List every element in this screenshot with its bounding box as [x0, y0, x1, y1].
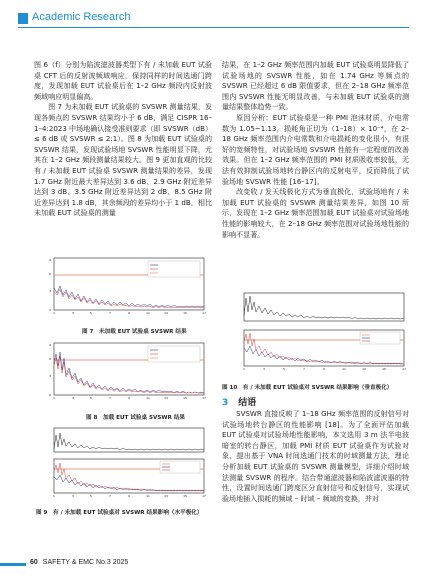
svg-text:1: 1: [53, 396, 55, 400]
running-header: [18, 10, 409, 28]
svg-text:9: 9: [128, 311, 130, 315]
svg-text:13: 13: [164, 311, 168, 315]
right-paragraph-3: 改变收 / 发天线极化方式为垂直极化，试验场地有 / 未加载 EUT 试验桌的 SVSWR 测量结果差异，如图 10 所示，发现在 1–2 GHz 频率范围加载 EUT 试验桌对试验场地性能的影响较大，在 2–18 GHz 频率范围对试验场地性能的影响不显著。: [222, 187, 409, 239]
page-footer: [0, 556, 427, 576]
journal-name: SAFETY & EMC No.3 2025: [42, 559, 129, 566]
svg-text:15: 15: [183, 311, 187, 315]
svg-text:5: 5: [283, 367, 285, 371]
svg-text:1: 1: [243, 367, 245, 371]
figure-7-caption: 图 7 未加载 EUT 试验桌 SVSWR 结果: [82, 329, 187, 335]
svg-text:0: 0: [49, 308, 51, 312]
footer-accent-bar: [0, 563, 26, 566]
svg-text:9: 9: [128, 494, 130, 498]
svg-text:9: 9: [49, 343, 51, 347]
right-paragraph-2: 原因分析：EUT 试验桌是一种 PMI 泡沫材质，介电常数为 1.05~1.13，损耗角正切为（1–18）× 10⁻⁴，在 2–18 GHz 频率范围内介电常数和介电损耗的变化很小，有很好的宽频特性，对试验场地 SVSWR 性能有一定程度的改善效果。但在 1–2 GHz 频率范围的 PMI 材质吸收率较低，无法有效抑制试验场地转台静区内的反射电平，反而降低了试验场地 SVSWR 性能 [16–17]。: [222, 112, 409, 186]
svg-text:15: 15: [183, 396, 187, 400]
left-paragraph-2: 图 7 为未加载 EUT 试验桌的 SVSWR 测量结果，发现各频点的 SVSWR 结果均小于 6 dB，满足 CISPR 16–1–4:2023 中场地确认接受准则要求（即 SVSWR（dB）≤ 6 dB 或 SVSWR ≤ 2:1）。图 8 为加载 EUT 试验桌的 SVSWR 结果，发现试验场地 SVSWR 性能明显下降，尤其在 1–2 GHz 频段测量结果较大。图 9 更加直观的比较有 / 未加载 EUT 试验桌 SVSWR 测量结果的差异，发现 1.7 GHz 附近最大差异达到 3.6 dB、2.9 GHz 附近差异达到 3 dB、3.5 GHz 附近差异达到 2 dB、8.5 GHz 附近差异达到 1.8 dB，其余频段的差异均小于 1 dB，相比未加载 EUT 试验桌的测量: [34, 102, 212, 218]
svg-text:15: 15: [183, 494, 187, 498]
svg-text:7: 7: [109, 494, 111, 498]
section-number: 3: [222, 398, 229, 408]
svg-text:6: 6: [49, 357, 51, 361]
figure-9-caption: 图 9 有 / 未加载 EUT 试验桌对 SVSWR 结果影响（水平极化）: [36, 510, 203, 516]
svg-text:11: 11: [342, 367, 346, 371]
section-title-text: 结语: [238, 398, 257, 408]
svg-text:9: 9: [128, 396, 130, 400]
svg-text:7: 7: [109, 311, 111, 315]
svg-text:11: 11: [146, 396, 150, 400]
left-paragraph-1: 图 6（f）分别为陷波滤波器类型下有 / 未加载 EUT 试验桌 CFT 后的反射波频域响应，保持同样的时间选通门跨度，发现加载 EUT 试验桌后在 1–2 GHz 频段内反射波频域响应明显偏高。: [34, 60, 212, 101]
svg-text:5: 5: [90, 311, 92, 315]
figure-8-caption: 图 8 加载 EUT 试验桌 SVSWR 结果: [86, 415, 186, 421]
conclusion-paragraph: SVSWR 直接反映了 1–18 GHz 频率范围的反射信号对试验场地转台静区的性能影响 [18]。为了全面评估加载 EUT 试验桌对试验场地性能影响，本文选用 3 m 法半电波暗室的转台静区，加载 PMI 材质 EUT 试验桌作为试验对象，提出基于 VNA 时间选通门技术的时域测量方法，理论分析加载 EUT 试验桌的 SVSWR 测量模型，详细介绍时域法测量 SVSWR 的程序。结合带通滤波器和陷波滤波器的特性，设置时间选通门跨度区分直射信号和反射信号，实现试验场地插入损耗的频域 – 时域 – 频域的变换，并对: [222, 409, 409, 503]
svg-text:9: 9: [323, 367, 325, 371]
svg-text:13: 13: [362, 367, 366, 371]
right-column: [222, 60, 409, 240]
svg-text:5: 5: [90, 396, 92, 400]
svg-text:5: 5: [90, 494, 92, 498]
svg-text:3: 3: [263, 367, 265, 371]
section-title: Academic Research: [32, 11, 131, 23]
header-accent-block: [18, 13, 28, 24]
svg-text:3: 3: [72, 311, 74, 315]
figure-7-plot: [40, 255, 208, 321]
svg-text:17: 17: [202, 396, 206, 400]
svg-text:13: 13: [164, 494, 168, 498]
svg-text:7: 7: [109, 396, 111, 400]
svg-text:3: 3: [72, 494, 74, 498]
svg-text:11: 11: [146, 494, 150, 498]
svg-text:15: 15: [382, 367, 386, 371]
figure-9-plot: [40, 425, 208, 505]
svg-text:6: 6: [49, 272, 51, 276]
page-number: 60: [30, 559, 38, 566]
right-paragraph-1: 结果，在 1–2 GHz 频率范围内加载 EUT 试验桌明显降低了试验场地的 SVSWR 性能，如在 1.74 GHz 等频点的 SVSWR 已经超过 6 dB 限值要求，但在 2–18 GHz 频率范围内 SVSWR 性能无明显改善，与未加载 EUT 试验桌的测量结果整体趋势一致。: [222, 60, 409, 112]
svg-text:7: 7: [303, 367, 305, 371]
svg-text:17: 17: [202, 494, 206, 498]
svg-text:0: 0: [49, 393, 51, 397]
section-heading: [222, 395, 256, 408]
svg-text:3: 3: [72, 396, 74, 400]
svg-text:1: 1: [53, 494, 55, 498]
footer-text: [30, 559, 128, 566]
svg-text:17: 17: [402, 367, 406, 371]
svg-text:11: 11: [146, 311, 150, 315]
svg-text:3: 3: [49, 289, 51, 293]
figure-10-caption: 图 10 有 / 未加载 EUT 试验桌对 SVSWR 结果影响（垂直极化）: [222, 385, 393, 391]
svg-text:13: 13: [164, 396, 168, 400]
figure-10-plot: [226, 290, 408, 378]
svg-text:9: 9: [49, 258, 51, 262]
svg-text:17: 17: [202, 311, 206, 315]
svg-text:3: 3: [49, 374, 51, 378]
figure-8-plot: [40, 340, 208, 406]
left-column: [34, 60, 212, 219]
svg-text:1: 1: [53, 311, 55, 315]
conclusion-column: [222, 409, 409, 504]
header-rule: [18, 27, 409, 28]
